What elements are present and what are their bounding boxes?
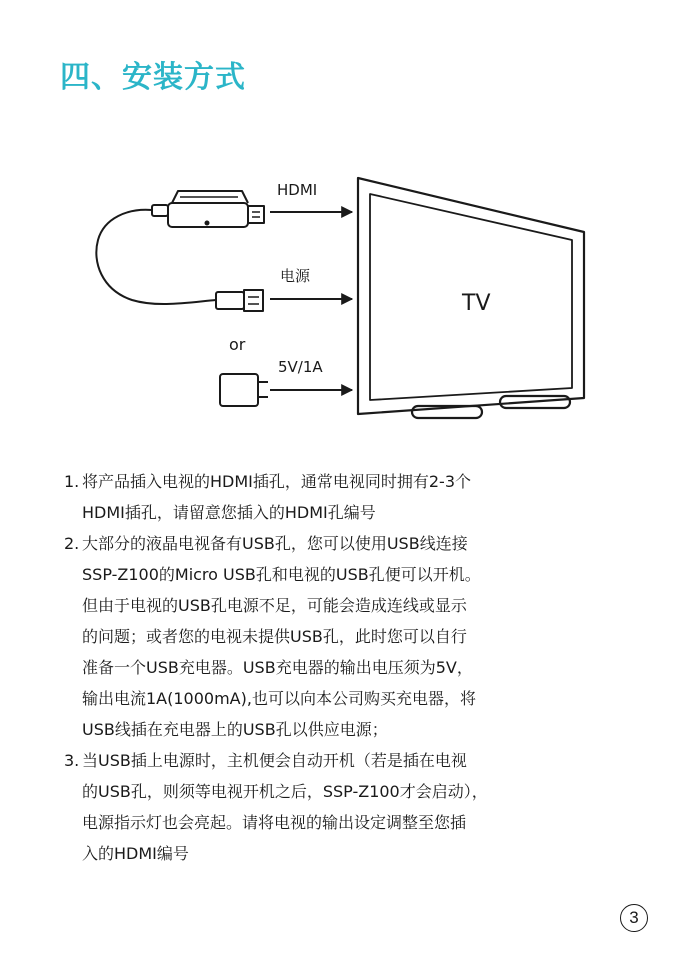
step-text: [82, 528, 624, 745]
adapter-spec-label: 5V/1A: [278, 358, 323, 376]
step-line: SSP-Z100的Micro USB孔和电视的USB孔便可以开机。: [82, 565, 481, 584]
instruction-step: [64, 528, 624, 745]
step-line: 准备一个USB充电器。USB充电器的输出电压须为5V，: [82, 658, 473, 677]
step-line: 的问题；或者您的电视未提供USB孔，此时您可以自行: [82, 627, 467, 646]
instruction-step: [64, 466, 624, 528]
step-line: 输出电流1A(1000mA),也可以向本公司购买充电器，将: [82, 689, 476, 708]
power-adapter-icon: [220, 374, 268, 406]
step-line: 大部分的液晶电视备有USB孔，您可以使用USB线连接: [82, 534, 468, 553]
step-text: [82, 466, 624, 528]
step-line: 电源指示灯也会亮起。请将电视的输出设定调整至您插: [82, 813, 467, 832]
installation-diagram: [0, 0, 677, 470]
step-line: 将产品插入电视的HDMI插孔，通常电视同时拥有2-3个: [82, 472, 472, 491]
step-number: 3.: [64, 751, 80, 770]
step-text: [82, 745, 624, 869]
usb-cable: [96, 210, 216, 304]
page-number: 3: [620, 904, 648, 932]
usb-plug-icon: [216, 290, 263, 311]
instruction-step: [64, 745, 624, 869]
step-number: 2.: [64, 534, 80, 553]
step-line: HDMI插孔，请留意您插入的HDMI孔编号: [82, 503, 376, 522]
installation-steps: [64, 466, 624, 869]
step-number: 1.: [64, 472, 80, 491]
section-heading: 四、安装方式: [60, 60, 246, 95]
hdmi-label: HDMI: [277, 181, 318, 199]
step-line: 但由于电视的USB孔电源不足，可能会造成连线或显示: [82, 596, 467, 615]
or-label: or: [229, 335, 246, 354]
tv-label: TV: [462, 291, 491, 316]
power-label: 电源: [280, 267, 311, 285]
step-line: 的USB孔，则须等电视开机之后，SSP-Z100才会启动），: [82, 782, 488, 801]
step-line: 当USB插上电源时，主机便会自动开机（若是插在电视: [82, 751, 467, 770]
step-line: USB线插在充电器上的USB孔以供应电源；: [82, 720, 388, 739]
step-line: 入的HDMI编号: [82, 844, 189, 863]
hdmi-dongle-icon: [152, 191, 264, 227]
